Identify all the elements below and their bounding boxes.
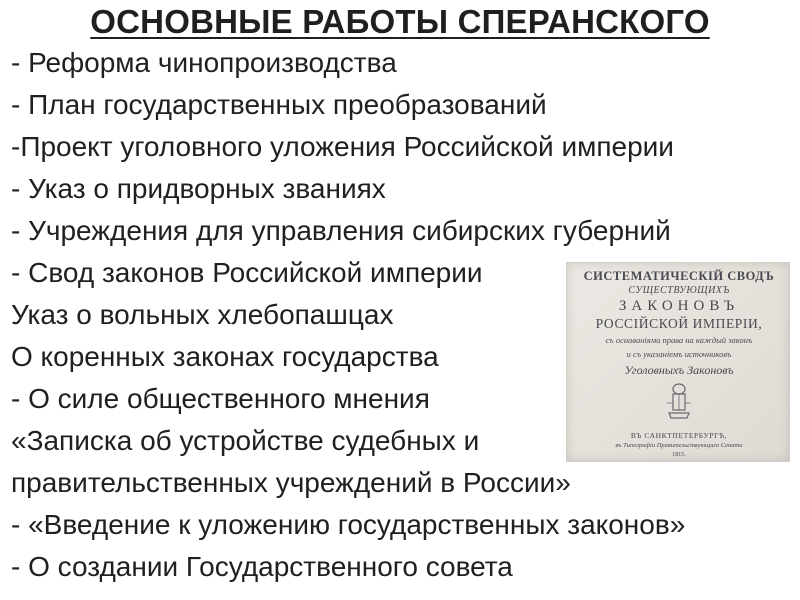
- book-text-line: СУЩЕСТВУЮЩИХЪ: [628, 285, 730, 296]
- book-text-line: СИСТЕМАТИЧЕСКІЙ СВОДЪ: [583, 269, 775, 283]
- book-text-line: съ основаніями права на каждый законъ: [605, 335, 753, 345]
- book-title-page-image: [566, 262, 790, 462]
- list-item: - О создании Государственного совета: [11, 551, 513, 582]
- list-item: - Учреждения для управления сибирских губерний: [11, 215, 671, 246]
- book-text-line: ЗАКОНОВЪ: [618, 298, 740, 314]
- list-item: - План государственных преобразований: [11, 89, 547, 120]
- list-item: О коренных законах государства: [11, 341, 439, 372]
- list-item: - Реформа чинопроизводства: [11, 47, 397, 78]
- list-item: -Проект уголовного уложения Российской империи: [11, 131, 674, 162]
- slide-title: ОСНОВНЫЕ РАБОТЫ СПЕРАНСКОГО: [90, 3, 710, 40]
- list-item: - О силе общественного мнения: [11, 383, 430, 414]
- list-item: Указ о вольных хлебопашцах: [11, 299, 394, 330]
- list-item: «Записка об устройстве судебных и: [11, 425, 480, 456]
- book-text-line: РОССІЙСКОЙ ИМПЕРІИ,: [595, 316, 763, 331]
- emblem-icon: [665, 381, 693, 421]
- book-text-line: ВЪ САНКТПЕТЕРБУРГѢ,: [630, 431, 728, 440]
- book-text-line: Уголовныхъ Законовъ: [624, 363, 734, 377]
- book-text-line: въ Типографіи Правительствующаго Сената: [615, 442, 743, 449]
- list-item: - «Введение к уложению государственных законов»: [11, 509, 686, 540]
- book-text-line: и съ указаніемъ источниковъ: [626, 349, 732, 359]
- list-item: - Указ о придворных званиях: [11, 173, 386, 204]
- book-text-line: 1815.: [672, 452, 686, 458]
- list-item: - Свод законов Российской империи: [11, 257, 483, 288]
- list-item: правительственных учреждений в России»: [11, 467, 571, 498]
